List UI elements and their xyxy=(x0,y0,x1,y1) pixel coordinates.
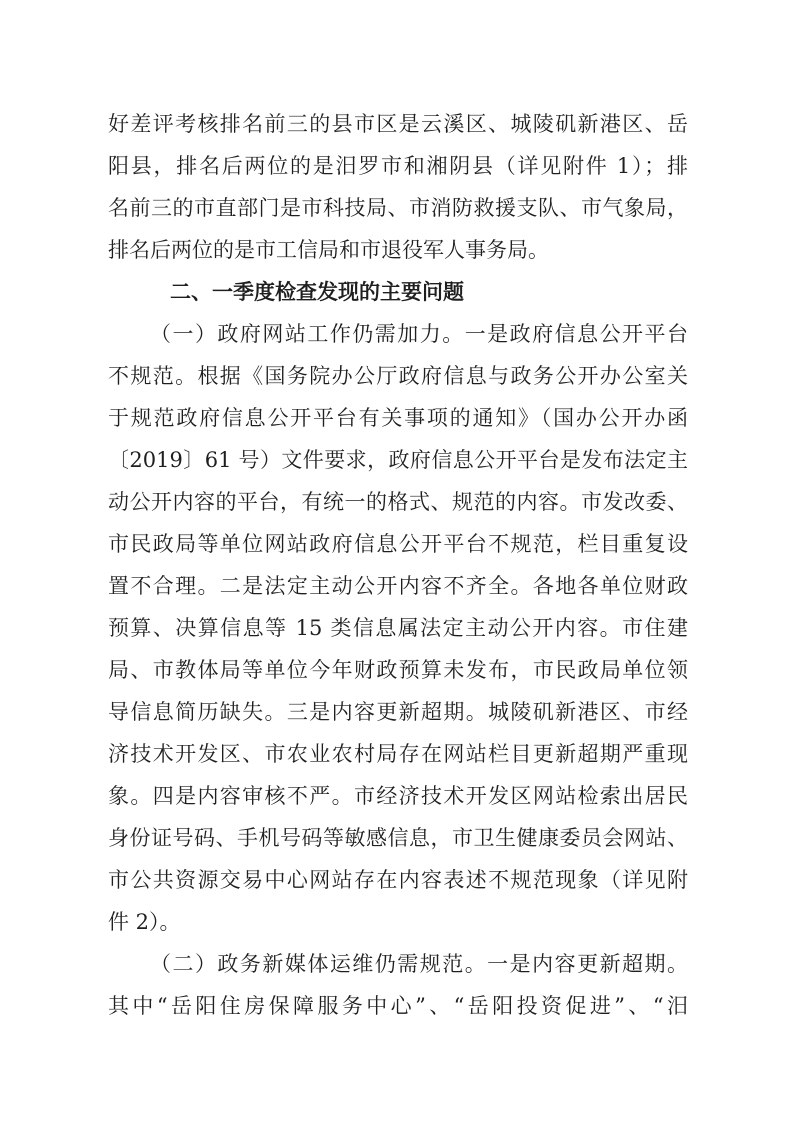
section-heading: 二、一季度检查发现的主要问题 xyxy=(170,280,464,304)
text-line: 件 2）。 xyxy=(108,910,181,934)
text-line: 导信息简历缺失。三是内容更新超期。城陵矶新港区、市经 xyxy=(108,700,688,724)
text-line: （二）政务新媒体运维仍需规范。一是内容更新超期。 xyxy=(150,952,688,976)
text-line: 排名后两位的是市工信局和市退役军人事务局。 xyxy=(108,238,549,262)
text-line: 不规范。根据《国务院办公厅政府信息与政务公开办公室关 xyxy=(108,364,688,388)
text-line: 济技术开发区、市农业农村局存在网站栏目更新超期严重现 xyxy=(108,742,688,766)
text-line: 阳县，排名后两位的是汨罗市和湘阴县（详见附件 1）；排 xyxy=(108,154,688,178)
text-line: 身份证号码、手机号码等敏感信息，市卫生健康委员会网站、 xyxy=(108,826,688,850)
text-line: 好差评考核排名前三的县市区是云溪区、城陵矶新港区、岳 xyxy=(108,112,688,136)
text-line: 市民政局等单位网站政府信息公开平台不规范，栏目重复设 xyxy=(108,532,688,556)
text-line: 〔2019〕61 号）文件要求，政府信息公开平台是发布法定主 xyxy=(108,448,688,472)
text-line: 局、市教体局等单位今年财政预算未发布，市民政局单位领 xyxy=(108,658,688,682)
text-line: 置不合理。二是法定主动公开内容不齐全。各地各单位财政 xyxy=(108,574,688,598)
text-line: 动公开内容的平台，有统一的格式、规范的内容。市发改委、 xyxy=(108,490,688,514)
text-line: 市公共资源交易中心网站存在内容表述不规范现象（详见附 xyxy=(108,868,688,892)
text-line: （一）政府网站工作仍需加力。一是政府信息公开平台 xyxy=(150,322,688,346)
text-line: 象。四是内容审核不严。市经济技术开发区网站检索出居民 xyxy=(108,784,688,808)
text-line: 名前三的市直部门是市科技局、市消防救援支队、市气象局， xyxy=(108,196,688,220)
text-line: 其中“岳阳住房保障服务中心”、“岳阳投资促进”、“汨 xyxy=(108,994,688,1018)
text-line: 预算、决算信息等 15 类信息属法定主动公开内容。市住建 xyxy=(108,616,688,640)
text-line: 于规范政府信息公开平台有关事项的通知》（国办公开办函 xyxy=(108,406,688,430)
